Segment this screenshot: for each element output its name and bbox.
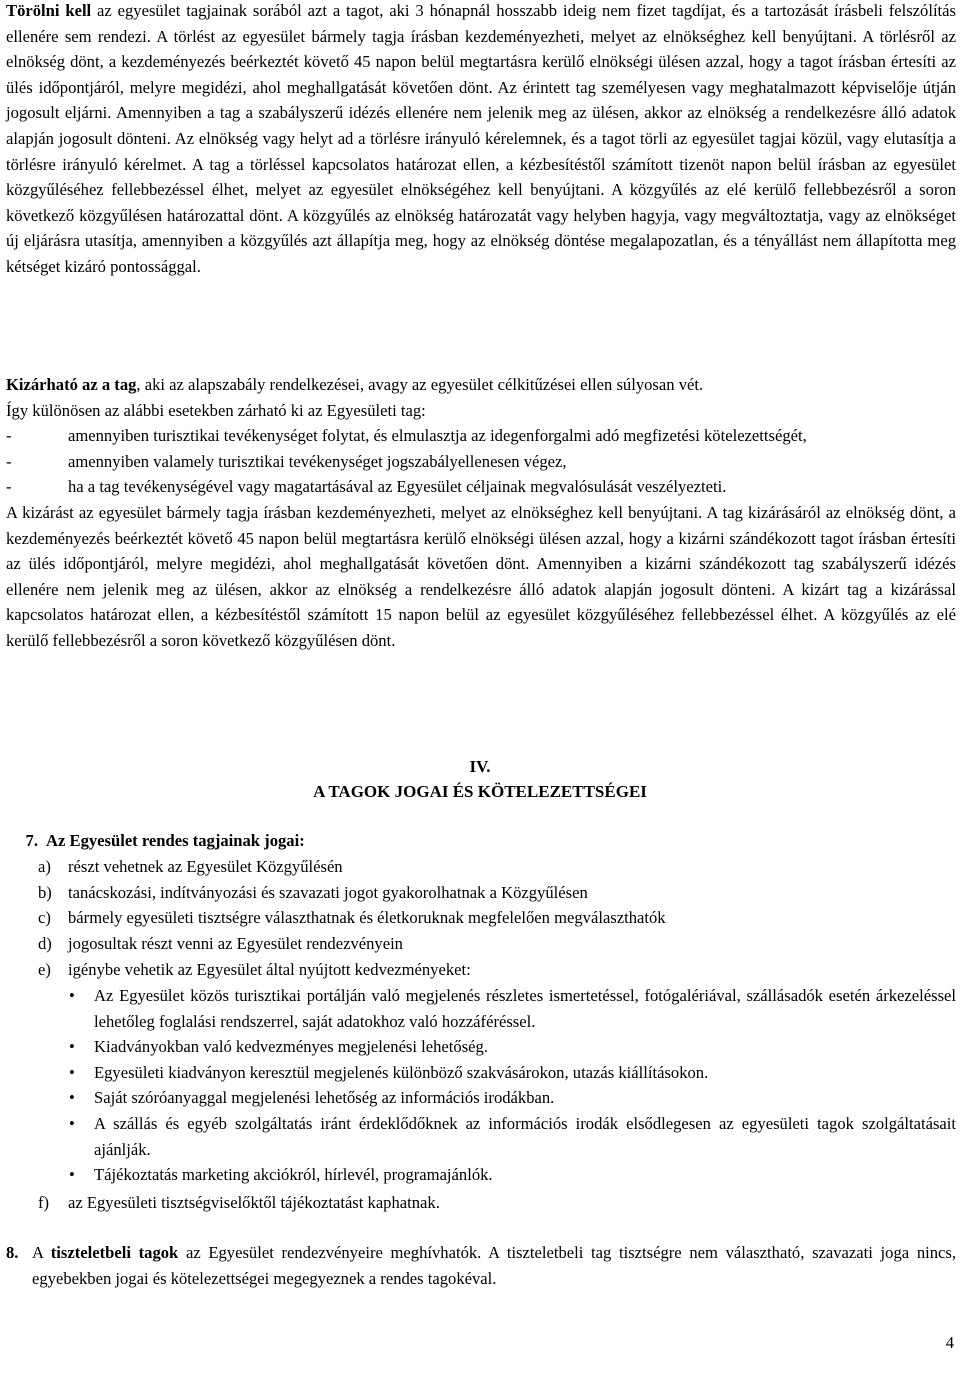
- benefit-item: • Kiadványokban való kedvezményes megjelenési lehetőség.: [6, 1034, 956, 1060]
- benefit-item: • Egyesületi kiadványon keresztül megjelenés különböző szakvásárokon, utazás kiállításokon.: [6, 1060, 956, 1086]
- bullet-icon: •: [69, 1088, 75, 1108]
- rights-item: a) részt vehetnek az Egyesület Közgyűlésén: [38, 857, 343, 876]
- rights-item: b) tanácskozási, indítványozási és szavazati jogot gyakorolhatnak a Közgyűlésen: [38, 883, 588, 902]
- exclusion-text: , aki az alapszabály rendelkezései, avagy az egyesület célkitűzései ellen súlyosan vét.: [136, 375, 704, 394]
- chapter-number: IV.: [469, 757, 491, 776]
- benefit-item: • Az Egyesület közös turisztikai portálján való megjelenés részletes ismertetéssel, fotógalériával, szállásadók esetén árkezeléssel lehetőleg foglalási rendszerrel, saját adatokhoz való hozzáféréssel.: [6, 983, 956, 1034]
- rights-item: f) az Egyesületi tisztségviselőktől tájékoztatást kaphatnak.: [38, 1193, 440, 1212]
- page-number: 4: [945, 1333, 954, 1352]
- section-7-heading: [6, 828, 305, 854]
- exclusion-case: - amennyiben valamely turisztikai tevékenységet jogszabályellenesen végez,: [6, 449, 956, 475]
- section-7-number: 7.: [25, 831, 38, 850]
- paragraph-deletion: [6, 0, 956, 280]
- exclusion-cases-intro: Így különösen az alábbi esetekben zárható ki az Egyesületi tag:: [6, 400, 426, 420]
- benefit-item: • Saját szóróanyaggal megjelenési lehetőség az információs irodákban.: [6, 1085, 956, 1111]
- rights-item: e) igénybe vehetik az Egyesület által nyújtott kedvezményeket:: [38, 960, 471, 979]
- dash-marker: -: [6, 477, 12, 497]
- benefits-list: [6, 983, 956, 1188]
- bullet-icon: •: [69, 1062, 75, 1082]
- dash-marker: -: [6, 451, 12, 471]
- dash-marker: -: [6, 426, 12, 446]
- benefit-item: • Tájékoztatás marketing akciókról, hírlevél, programajánlók.: [6, 1162, 956, 1188]
- bullet-icon: •: [69, 1037, 75, 1057]
- honorary-members-term: tiszteletbeli tagok: [50, 1243, 179, 1262]
- paragraph-exclusion: [6, 372, 956, 654]
- benefit-item: • A szállás és egyéb szolgáltatás iránt érdeklődőknek az információs irodák elsődlegesen az egyesületi tagok szolgáltatásait ajánlják.: [6, 1111, 956, 1162]
- deletion-lead: Törölni kell: [6, 1, 92, 20]
- chapter-title: A TAGOK JOGAI ÉS KÖTELEZETTSÉGEI: [313, 782, 647, 801]
- exclusion-case: - amennyiben turisztikai tevékenységet folytat, és elmulasztja az idegenforgalmi adó megfizetési kötelezettségét,: [6, 423, 956, 449]
- bullet-icon: •: [69, 1113, 75, 1133]
- exclusion-procedure: A kizárást az egyesület bármely tagja írásban kezdeményezheti, melyet az elnökséghez kell benyújtani. A tag kizárásáról az elnökség dönt, a kezdeményezés beérkeztét követő 45 napon belül megtartásra kerülő elnökségi ülésen azzal, hogy a kizárni szándékozott tagot írásban értesíti az ülés időpontjáról, melyre megidézi, ahol meghallgatását követően dönt. Amennyiben a kizárni szándékozott tag szabályszerű idézés ellenére nem jelenik meg az ülésen, akkor az elnökség a rendelkezésre álló adatok alapján jogosult dönteni. A kizárt tag a kizárással kapcsolatos határozat ellen, a kézbesítéstől számított 15 napon belül az egyesület közgyűléséhez fellebbezéssel élhet. A közgyűlés az elé kerülő fellebbezésről a soron következő közgyűlésen dönt.: [6, 502, 956, 650]
- rights-item: c) bármely egyesületi tisztségre választhatnak és életkoruknak megfelelően megválaszthatók: [38, 908, 666, 927]
- bullet-icon: •: [69, 1165, 75, 1185]
- section-7-title: Az Egyesület rendes tagjainak jogai:: [46, 831, 305, 850]
- rights-item: d) jogosultak részt venni az Egyesület rendezvényein: [38, 934, 403, 953]
- section-8-number: 8.: [6, 1243, 19, 1262]
- deletion-text: az egyesület tagjainak sorából azt a tagot, aki 3 hónapnál hosszabb ideig nem fizet tagdíjat, és a tartozását írásbeli felszólítás ellenére sem rendezi. A törlést az egyesület bármely tagja írásban kezdeményezheti, melyet az elnökséghez kell benyújtani. A törlésről az elnökség dönt, a kezdeményezés beérkeztét követő 45 napon belül megtartásra kerülő elnökségi ülésen azzal, hogy a tagot írásban értesíti az ülés időpontjáról, melyre megidézi, ahol meghallgatását követően dönt. Az érintett tag személyesen vagy meghatalmazott képviselője útján jogosult eljárni. Amennyiben a tag a szabályszerű idézés ellenére nem jelenik meg az ülésen, akkor az elnökség a rendelkezésre álló adatok alapján jogosult dönteni. Az elnökség vagy helyt ad a törlésre irányuló kérelemnek, és a tagot törli az egyesület tagjai közül, vagy elutasítja a törlésre irányuló kérelmet. A tag a törléssel kapcsolatos határozat ellen, a kézbesítéstől számított tizenöt napon belül írásban az egyesület közgyűléséhez fellebbezéssel élhet, melyet az egyesület elnökségéhez kell benyújtani. A közgyűlés az elé kerülő fellebbezésről a soron következő közgyűlésen határozattal dönt. A közgyűlés az elnökség határozatát vagy helyben hagyja, vagy megváltoztatja, vagy az elnökséget új eljárásra utasítja, amennyiben a közgyűlés azt állapítja meg, hogy az elnökség döntése megalapozatlan, és a tényállást nem állapította meg kétséget kizáró pontossággal.: [6, 1, 956, 276]
- exclusion-case: - ha a tag tevékenységével vagy magatartásával az Egyesület céljainak megvalósulását veszélyezteti.: [6, 474, 956, 500]
- bullet-icon: •: [69, 986, 75, 1005]
- section-8: 8. A tiszteletbeli tagok az Egyesület rendezvényeire meghívhatók. A tiszteletbeli tag tisztségre nem választható, szavazati joga nincs, egyebekben jogai és kötelezettségei megegyeznek a rendes tagokéval.: [6, 1240, 956, 1291]
- exclusion-lead: Kizárható az a tag: [6, 375, 137, 394]
